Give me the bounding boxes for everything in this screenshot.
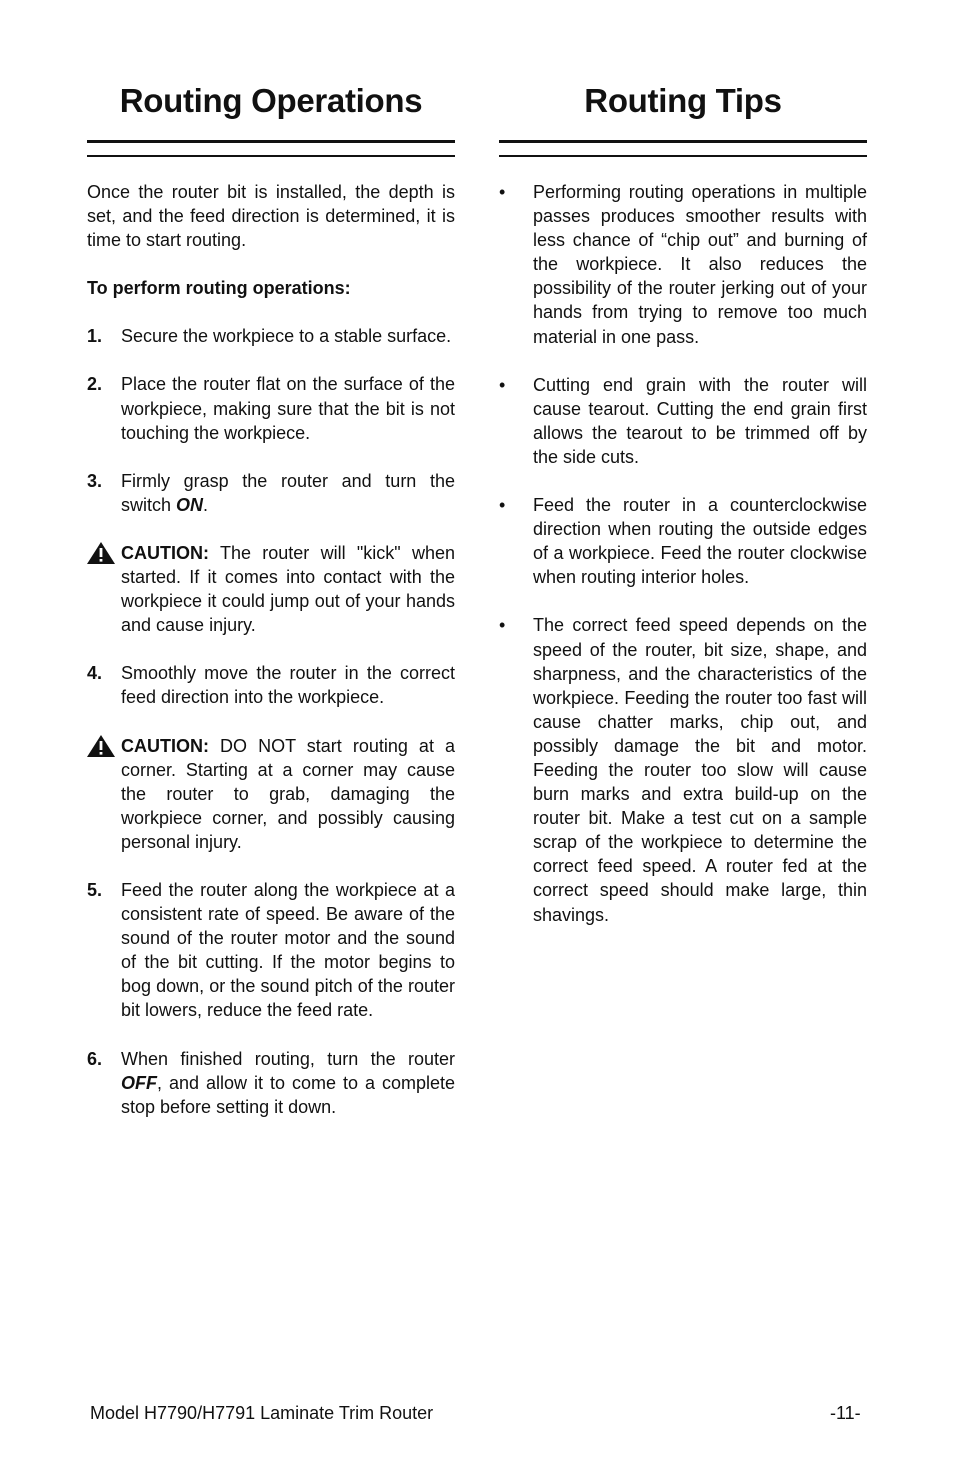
step-number: 1. (87, 326, 103, 347)
routing-tips-title: Routing Tips (584, 82, 782, 119)
step-1 (87, 324, 455, 348)
intro-paragraph: Once the router bit is installed, the depth is set, and the feed direction is determined, it is time to start routing. (87, 182, 455, 251)
step-text: Secure the workpiece to a stable surface. (121, 326, 452, 347)
title-rule-thick (499, 140, 867, 143)
step-5 (87, 878, 455, 1023)
step-6 (87, 1047, 455, 1119)
title-rule-thin (87, 155, 455, 157)
step-number: 4. (87, 663, 103, 684)
step-number: 6. (87, 1048, 103, 1069)
procedure-subheading: To perform routing operations: (87, 278, 351, 299)
step-number: 2. (87, 374, 103, 395)
routing-operations-body (87, 180, 455, 1143)
caution-kick (87, 541, 455, 637)
step-number: 3. (87, 470, 103, 491)
step-text: Smoothly move the router in the correct feed direction into the workpiece. (121, 663, 455, 708)
tip-text: Cutting end grain with the router will cause tearout. Cutting the end grain first allows the tearout to be trimmed off by the side cuts. (533, 374, 867, 467)
switch-on-emphasis: ON (176, 494, 204, 515)
title-rule-thick (87, 140, 455, 143)
step-number: 5. (87, 879, 103, 900)
switch-off-emphasis: OFF (121, 1072, 157, 1093)
tip-item (499, 373, 867, 469)
tip-text: Performing routing operations in multiple passes produces smoother results with less chance of “chip out” and burning of the workpiece. It also reduces the possibility of the router jerking out of your hands from trying to remove too much material in one pass. (533, 182, 867, 347)
caution-label: CAUTION: (121, 735, 209, 756)
routing-tips-body (499, 180, 867, 951)
caution-text: DO NOT start routing at a corner. Starting at a corner may cause the router to grab, damaging the workpiece corner, and possibly causing personal injury. (121, 735, 455, 852)
tip-item (499, 180, 867, 349)
step-text: Firmly grasp the router and turn the switch (121, 470, 455, 515)
bullet: • (499, 182, 506, 202)
page-number: -11- (830, 1403, 861, 1423)
warning-triangle-icon (87, 542, 119, 564)
step-text: Feed the router along the workpiece at a consistent rate of speed. Be aware of the sound of the router motor and the sound of the bit cutting. If the motor begins to bog down, or the sound pitch of the router bit lowers, reduce the feed rate. (121, 879, 455, 1021)
caution-corner (87, 734, 455, 854)
routing-operations-title: Routing Operations (119, 82, 423, 119)
step-4 (87, 661, 455, 709)
warning-triangle-icon (87, 735, 119, 757)
step-text: Place the router flat on the surface of the workpiece, making sure that the bit is not touching the workpiece. (121, 374, 455, 443)
bullet: • (499, 495, 506, 516)
tip-text: Feed the router in a counterclockwise direction when routing the outside edges of a workpiece. Feed the router clockwise when routing interior holes. (533, 495, 867, 588)
step-3 (87, 469, 455, 517)
caution-label: CAUTION: (121, 542, 209, 563)
step-text-end: , and allow it to come to a complete stop before setting it down. (121, 1072, 455, 1117)
step-text-end: . (203, 494, 209, 515)
title-rule-thin (499, 155, 867, 157)
tip-text: The correct feed speed depends on the speed of the router, bit size, shape, and sharpness, and the characteristics of the workpiece. Feeding the router too fast will cause chatter marks, chip out, and possibly damage the bit and motor. Feeding the router too slow will cause burn marks and extra build-up on the router bit. Make a test cut on a sample scrap of the workpiece to determine the correct feed speed. A router fed at the correct speed should make large, thin shavings. (533, 615, 867, 925)
tip-item (499, 613, 867, 926)
bullet: • (499, 615, 506, 636)
step-2 (87, 372, 455, 444)
step-text: When finished routing, turn the router (121, 1048, 455, 1069)
bullet: • (499, 374, 506, 395)
tip-item (499, 493, 867, 589)
footer-model: Model H7790/H7791 Laminate Trim Router (90, 1403, 434, 1423)
caution-text: The router will "kick" when started. If it comes into contact with the workpiece it could jump out of your hands and cause injury. (121, 542, 455, 636)
